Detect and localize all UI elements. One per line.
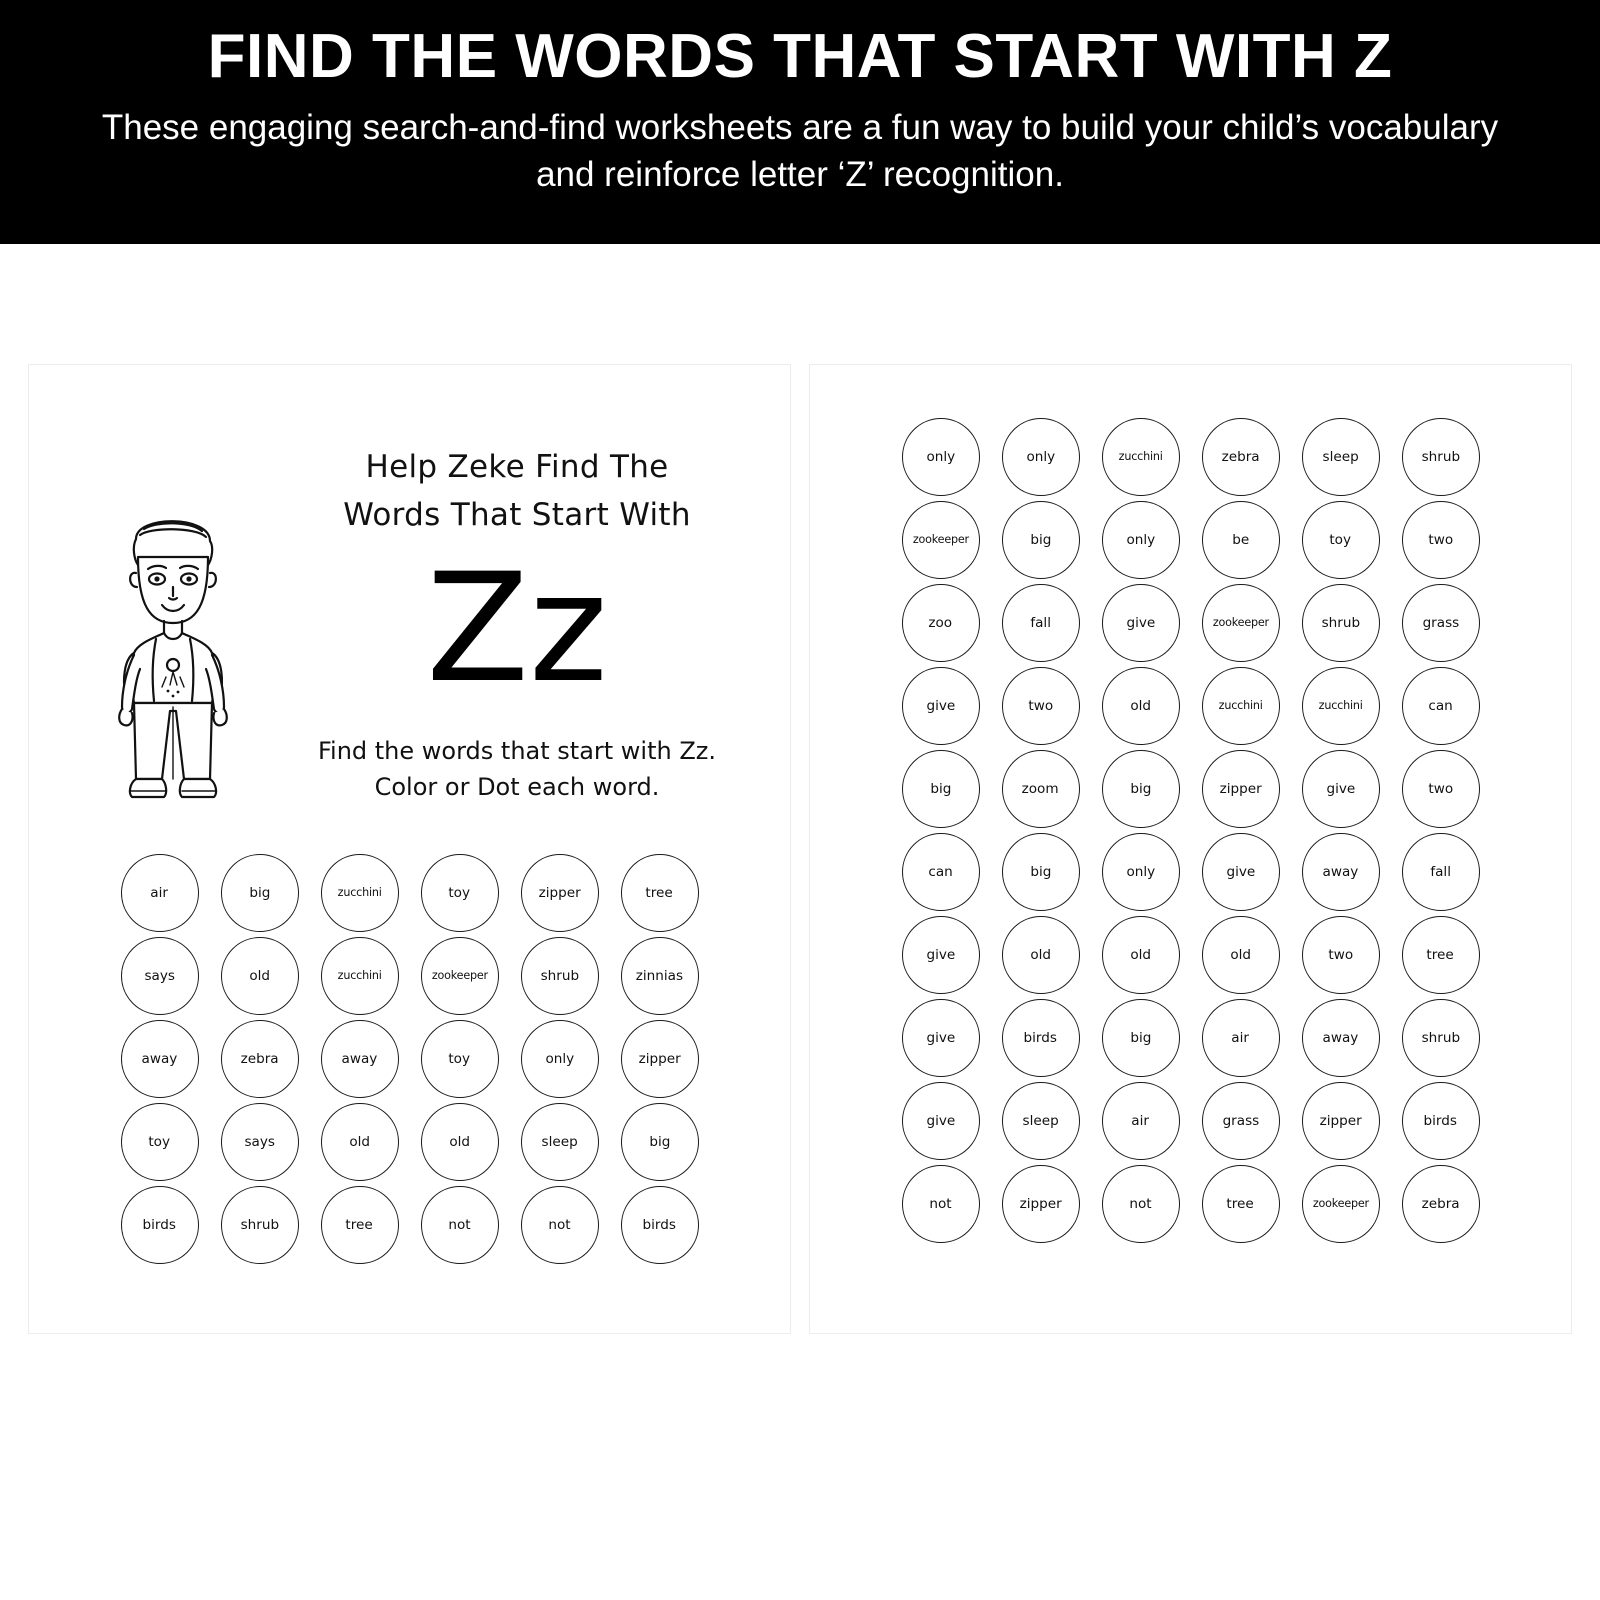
word-bubble-label: tree bbox=[645, 884, 674, 901]
word-bubble-label: only bbox=[926, 448, 955, 465]
word-bubble-cell bbox=[1091, 913, 1191, 996]
word-bubble-label: toy bbox=[1329, 531, 1352, 548]
word-bubble[interactable] bbox=[1302, 916, 1380, 994]
word-bubble-grid-left bbox=[65, 851, 754, 1266]
word-bubble[interactable] bbox=[221, 1103, 299, 1181]
word-bubble-label: old bbox=[349, 1133, 370, 1150]
word-bubble[interactable] bbox=[1102, 501, 1180, 579]
word-bubble-label: shrub bbox=[540, 967, 579, 984]
word-bubble-cell bbox=[210, 1017, 310, 1100]
word-bubble[interactable] bbox=[321, 1020, 399, 1098]
word-bubble-label: old bbox=[249, 967, 270, 984]
word-bubble[interactable] bbox=[1102, 584, 1180, 662]
word-bubble-label: old bbox=[449, 1133, 470, 1150]
word-bubble-cell bbox=[610, 851, 710, 934]
word-bubble[interactable] bbox=[221, 854, 299, 932]
word-bubble-cell bbox=[1391, 664, 1491, 747]
word-bubble[interactable] bbox=[1402, 1165, 1480, 1243]
word-bubble-label: toy bbox=[148, 1133, 171, 1150]
word-bubble-cell bbox=[1191, 996, 1291, 1079]
prompt-line-2: Words That Start With bbox=[343, 497, 691, 534]
word-bubble[interactable] bbox=[421, 1186, 499, 1264]
word-bubble-cell bbox=[1191, 1079, 1291, 1162]
word-bubble[interactable] bbox=[1202, 999, 1280, 1077]
word-bubble-cell bbox=[1291, 830, 1391, 913]
word-bubble-label: give bbox=[926, 697, 955, 714]
word-bubble[interactable] bbox=[1402, 750, 1480, 828]
word-bubble-label: big bbox=[1129, 780, 1152, 797]
word-bubble-cell bbox=[991, 1079, 1091, 1162]
word-bubble[interactable] bbox=[521, 1103, 599, 1181]
word-bubble[interactable] bbox=[1202, 418, 1280, 496]
word-bubble-grid-right bbox=[840, 415, 1541, 1245]
letter-display: Zz bbox=[426, 542, 608, 717]
worksheets-container bbox=[0, 244, 1600, 1334]
word-bubble-label: zebra bbox=[240, 1050, 279, 1067]
word-bubble-cell bbox=[510, 851, 610, 934]
word-bubble[interactable] bbox=[121, 1186, 199, 1264]
word-bubble-label: grass bbox=[1222, 1112, 1259, 1129]
word-bubble-cell bbox=[1391, 581, 1491, 664]
word-bubble-label: fall bbox=[1430, 863, 1451, 880]
word-bubble-label: big bbox=[929, 780, 952, 797]
word-bubble-label: zookeeper bbox=[912, 531, 969, 546]
word-bubble-label: big bbox=[248, 884, 271, 901]
word-bubble-cell bbox=[1291, 747, 1391, 830]
word-bubble[interactable] bbox=[902, 1165, 980, 1243]
word-bubble[interactable] bbox=[1102, 750, 1180, 828]
word-bubble[interactable] bbox=[1302, 1165, 1380, 1243]
word-bubble[interactable] bbox=[521, 1186, 599, 1264]
word-bubble[interactable] bbox=[121, 854, 199, 932]
word-bubble-cell bbox=[610, 1183, 710, 1266]
word-bubble-cell bbox=[1291, 913, 1391, 996]
word-bubble[interactable] bbox=[1002, 667, 1080, 745]
word-bubble-cell bbox=[510, 1183, 610, 1266]
word-bubble-cell bbox=[410, 934, 510, 1017]
word-bubble-label: zucchini bbox=[337, 967, 382, 982]
worksheet-left-header bbox=[65, 405, 754, 825]
word-bubble-cell bbox=[1291, 498, 1391, 581]
word-bubble[interactable] bbox=[1402, 667, 1480, 745]
word-bubble-label: away bbox=[1322, 863, 1359, 880]
word-bubble-label: only bbox=[545, 1050, 574, 1067]
word-bubble-cell bbox=[310, 1017, 410, 1100]
word-bubble-label: says bbox=[144, 967, 175, 984]
word-bubble-cell bbox=[310, 851, 410, 934]
word-bubble-label: shrub bbox=[1421, 1029, 1460, 1046]
word-bubble-cell bbox=[1191, 415, 1291, 498]
word-bubble-label: toy bbox=[448, 1050, 471, 1067]
word-bubble-label: birds bbox=[1023, 1029, 1058, 1046]
word-bubble-label: zipper bbox=[1219, 780, 1262, 797]
word-bubble-label: zipper bbox=[538, 884, 581, 901]
word-bubble-label: not bbox=[548, 1216, 571, 1233]
word-bubble-cell bbox=[1191, 664, 1291, 747]
word-bubble-label: two bbox=[1028, 697, 1053, 714]
word-bubble-cell bbox=[991, 830, 1091, 913]
word-bubble-cell bbox=[110, 1017, 210, 1100]
word-bubble-cell bbox=[1291, 1162, 1391, 1245]
word-bubble[interactable] bbox=[1302, 999, 1380, 1077]
word-bubble-label: two bbox=[1428, 780, 1453, 797]
word-bubble-cell bbox=[991, 996, 1091, 1079]
word-bubble-cell bbox=[310, 934, 410, 1017]
word-bubble-cell bbox=[1191, 830, 1291, 913]
word-bubble-label: says bbox=[244, 1133, 275, 1150]
word-bubble-cell bbox=[1091, 1162, 1191, 1245]
word-bubble[interactable] bbox=[121, 1020, 199, 1098]
word-bubble[interactable] bbox=[1102, 1165, 1180, 1243]
header-banner bbox=[0, 0, 1600, 244]
word-bubble[interactable] bbox=[521, 937, 599, 1015]
word-bubble-label: only bbox=[1126, 531, 1155, 548]
word-bubble[interactable] bbox=[1002, 999, 1080, 1077]
word-bubble-cell bbox=[1091, 498, 1191, 581]
word-bubble[interactable] bbox=[1002, 418, 1080, 496]
word-bubble[interactable] bbox=[1402, 501, 1480, 579]
word-bubble[interactable] bbox=[621, 1186, 699, 1264]
word-bubble-cell bbox=[991, 415, 1091, 498]
word-bubble[interactable] bbox=[902, 999, 980, 1077]
word-bubble[interactable] bbox=[1102, 916, 1180, 994]
word-bubble-label: be bbox=[1232, 531, 1249, 548]
word-bubble-cell bbox=[1291, 664, 1391, 747]
word-bubble-label: big bbox=[1129, 1029, 1152, 1046]
word-bubble[interactable] bbox=[421, 854, 499, 932]
word-bubble[interactable] bbox=[902, 1082, 980, 1160]
word-bubble-label: zipper bbox=[1319, 1112, 1362, 1129]
word-bubble-label: zookeeper bbox=[431, 967, 488, 982]
word-bubble[interactable] bbox=[521, 1020, 599, 1098]
word-bubble-cell bbox=[1091, 664, 1191, 747]
word-bubble-label: give bbox=[1126, 614, 1155, 631]
word-bubble[interactable] bbox=[321, 937, 399, 1015]
word-bubble-label: old bbox=[1230, 946, 1251, 963]
word-bubble-label: can bbox=[928, 863, 953, 880]
word-bubble-label: give bbox=[1226, 863, 1255, 880]
word-bubble[interactable] bbox=[902, 916, 980, 994]
word-bubble[interactable] bbox=[121, 1103, 199, 1181]
word-bubble-cell bbox=[891, 747, 991, 830]
word-bubble-label: zucchini bbox=[1218, 697, 1263, 712]
word-bubble-cell bbox=[991, 1162, 1091, 1245]
word-bubble-cell bbox=[891, 1079, 991, 1162]
word-bubble-cell bbox=[510, 934, 610, 1017]
word-bubble-label: old bbox=[1030, 946, 1051, 963]
word-bubble-cell bbox=[1391, 830, 1491, 913]
word-bubble-label: tree bbox=[345, 1216, 374, 1233]
word-bubble-cell bbox=[1291, 581, 1391, 664]
word-bubble-cell bbox=[891, 830, 991, 913]
instruction-line-2: Color or Dot each word. bbox=[374, 772, 660, 801]
word-bubble[interactable] bbox=[321, 1186, 399, 1264]
word-bubble-label: zipper bbox=[638, 1050, 681, 1067]
word-bubble[interactable] bbox=[1002, 1082, 1080, 1160]
word-bubble-cell bbox=[1391, 747, 1491, 830]
word-bubble[interactable] bbox=[1002, 750, 1080, 828]
word-bubble[interactable] bbox=[121, 937, 199, 1015]
word-bubble[interactable] bbox=[221, 937, 299, 1015]
word-bubble-cell bbox=[110, 851, 210, 934]
word-bubble-label: toy bbox=[448, 884, 471, 901]
word-bubble-label: zucchini bbox=[1118, 448, 1163, 463]
word-bubble-label: zookeeper bbox=[1212, 614, 1269, 629]
word-bubble[interactable] bbox=[421, 1103, 499, 1181]
word-bubble[interactable] bbox=[1302, 584, 1380, 662]
word-bubble[interactable] bbox=[1102, 1082, 1180, 1160]
word-bubble-cell bbox=[410, 851, 510, 934]
word-bubble-cell bbox=[1391, 498, 1491, 581]
word-bubble-label: big bbox=[1029, 863, 1052, 880]
worksheet-left bbox=[28, 364, 791, 1334]
page-title: FIND THE WORDS THAT START WITH Z bbox=[207, 22, 1393, 91]
word-bubble-label: big bbox=[648, 1133, 671, 1150]
word-bubble-label: zookeeper bbox=[1312, 1195, 1369, 1210]
word-bubble-label: not bbox=[929, 1195, 952, 1212]
word-bubble[interactable] bbox=[1302, 833, 1380, 911]
word-bubble-cell bbox=[1391, 1162, 1491, 1245]
word-bubble[interactable] bbox=[1202, 916, 1280, 994]
word-bubble[interactable] bbox=[521, 854, 599, 932]
word-bubble-label: birds bbox=[142, 1216, 177, 1233]
word-bubble-cell bbox=[891, 581, 991, 664]
word-bubble-cell bbox=[891, 913, 991, 996]
word-bubble[interactable] bbox=[1202, 501, 1280, 579]
word-bubble[interactable] bbox=[621, 1103, 699, 1181]
word-bubble-cell bbox=[1091, 996, 1191, 1079]
word-bubble-cell bbox=[991, 664, 1091, 747]
word-bubble-cell bbox=[891, 415, 991, 498]
word-bubble[interactable] bbox=[1302, 667, 1380, 745]
word-bubble-cell bbox=[610, 1100, 710, 1183]
word-bubble-cell bbox=[1191, 913, 1291, 996]
word-bubble-cell bbox=[210, 851, 310, 934]
word-bubble-label: zipper bbox=[1019, 1195, 1062, 1212]
word-bubble-cell bbox=[991, 747, 1091, 830]
word-bubble[interactable] bbox=[1402, 916, 1480, 994]
word-bubble[interactable] bbox=[1202, 667, 1280, 745]
word-bubble-cell bbox=[210, 1100, 310, 1183]
instruction-line-1: Find the words that start with Zz. bbox=[317, 736, 717, 765]
word-bubble[interactable] bbox=[1002, 584, 1080, 662]
word-bubble[interactable] bbox=[1402, 1082, 1480, 1160]
word-bubble-cell bbox=[1091, 415, 1191, 498]
word-bubble-label: zinnias bbox=[635, 967, 684, 984]
word-bubble-label: air bbox=[150, 884, 169, 901]
word-bubble[interactable] bbox=[1202, 1165, 1280, 1243]
word-bubble-cell bbox=[1291, 1079, 1391, 1162]
word-bubble-cell bbox=[1391, 913, 1491, 996]
word-bubble[interactable] bbox=[902, 750, 980, 828]
word-bubble-label: grass bbox=[1422, 614, 1459, 631]
word-bubble[interactable] bbox=[621, 854, 699, 932]
word-bubble[interactable] bbox=[1402, 999, 1480, 1077]
word-bubble[interactable] bbox=[1002, 1165, 1080, 1243]
word-bubble-label: give bbox=[926, 1112, 955, 1129]
word-bubble-cell bbox=[1191, 581, 1291, 664]
word-bubble-label: zoom bbox=[1022, 780, 1059, 797]
word-bubble[interactable] bbox=[321, 854, 399, 932]
prompt-line-1: Help Zeke Find The bbox=[365, 449, 669, 485]
word-bubble[interactable] bbox=[1402, 833, 1480, 911]
word-bubble-label: fall bbox=[1030, 614, 1051, 631]
word-bubble[interactable] bbox=[621, 937, 699, 1015]
word-bubble-label: birds bbox=[1423, 1112, 1458, 1129]
word-bubble[interactable] bbox=[1002, 916, 1080, 994]
worksheet-left-heading bbox=[280, 405, 754, 825]
word-bubble-cell bbox=[1191, 747, 1291, 830]
word-bubble-cell bbox=[1091, 747, 1191, 830]
word-bubble[interactable] bbox=[902, 584, 980, 662]
word-bubble-label: two bbox=[1328, 946, 1353, 963]
word-bubble[interactable] bbox=[1102, 999, 1180, 1077]
word-bubble[interactable] bbox=[1002, 833, 1080, 911]
word-bubble-cell bbox=[891, 996, 991, 1079]
word-bubble-label: tree bbox=[1226, 1195, 1255, 1212]
word-bubble-label: zucchini bbox=[337, 884, 382, 899]
page-subtitle: These engaging search-and-find worksheets are a fun way to build your child’s vocabulary and reinforce letter ‘Z’ recognition. bbox=[101, 108, 1499, 194]
word-bubble-cell bbox=[1391, 415, 1491, 498]
word-bubble-cell bbox=[991, 581, 1091, 664]
word-bubble-cell bbox=[1191, 498, 1291, 581]
word-bubble-label: shrub bbox=[240, 1216, 279, 1233]
word-bubble-label: only bbox=[1126, 863, 1155, 880]
word-bubble[interactable] bbox=[421, 1020, 499, 1098]
word-bubble[interactable] bbox=[1302, 501, 1380, 579]
word-bubble-label: away bbox=[141, 1050, 178, 1067]
word-bubble-cell bbox=[1091, 1079, 1191, 1162]
word-bubble[interactable] bbox=[1202, 584, 1280, 662]
word-bubble[interactable] bbox=[902, 667, 980, 745]
word-bubble-cell bbox=[610, 934, 710, 1017]
word-bubble-label: give bbox=[926, 1029, 955, 1046]
word-bubble-cell bbox=[991, 498, 1091, 581]
word-bubble-label: only bbox=[1026, 448, 1055, 465]
word-bubble-cell bbox=[1191, 1162, 1291, 1245]
word-bubble[interactable] bbox=[1102, 667, 1180, 745]
word-bubble-cell bbox=[210, 934, 310, 1017]
word-bubble-label: shrub bbox=[1421, 448, 1460, 465]
word-bubble[interactable] bbox=[902, 501, 980, 579]
word-bubble-label: air bbox=[1131, 1112, 1150, 1129]
word-bubble[interactable] bbox=[1302, 750, 1380, 828]
word-bubble-label: give bbox=[1326, 780, 1355, 797]
word-bubble-label: sleep bbox=[1022, 1112, 1059, 1129]
worksheet-right bbox=[809, 364, 1572, 1334]
word-bubble-label: big bbox=[1029, 531, 1052, 548]
word-bubble-cell bbox=[891, 664, 991, 747]
word-bubble-cell bbox=[410, 1183, 510, 1266]
mascot-boy-icon bbox=[65, 405, 280, 825]
word-bubble-cell bbox=[1091, 581, 1191, 664]
word-bubble-label: two bbox=[1428, 531, 1453, 548]
word-bubble[interactable] bbox=[1102, 418, 1180, 496]
word-bubble-label: zebra bbox=[1221, 448, 1260, 465]
word-bubble-cell bbox=[1291, 415, 1391, 498]
word-bubble-cell bbox=[1091, 830, 1191, 913]
word-bubble-label: sleep bbox=[1322, 448, 1359, 465]
word-bubble[interactable] bbox=[1202, 750, 1280, 828]
word-bubble[interactable] bbox=[321, 1103, 399, 1181]
word-bubble-cell bbox=[991, 913, 1091, 996]
word-bubble-label: can bbox=[1428, 697, 1453, 714]
word-bubble-label: away bbox=[1322, 1029, 1359, 1046]
word-bubble[interactable] bbox=[1202, 833, 1280, 911]
word-bubble[interactable] bbox=[1302, 418, 1380, 496]
word-bubble-cell bbox=[1291, 996, 1391, 1079]
word-bubble[interactable] bbox=[1302, 1082, 1380, 1160]
word-bubble[interactable] bbox=[221, 1020, 299, 1098]
word-bubble-label: away bbox=[341, 1050, 378, 1067]
word-bubble-label: zebra bbox=[1421, 1195, 1460, 1212]
word-bubble-label: old bbox=[1130, 946, 1151, 963]
word-bubble-cell bbox=[210, 1183, 310, 1266]
word-bubble[interactable] bbox=[221, 1186, 299, 1264]
word-bubble-label: birds bbox=[642, 1216, 677, 1233]
word-bubble[interactable] bbox=[1402, 418, 1480, 496]
word-bubble-label: zoo bbox=[928, 614, 953, 631]
word-bubble[interactable] bbox=[621, 1020, 699, 1098]
word-bubble-cell bbox=[410, 1017, 510, 1100]
word-bubble[interactable] bbox=[421, 937, 499, 1015]
word-bubble-cell bbox=[310, 1100, 410, 1183]
word-bubble[interactable] bbox=[1202, 1082, 1280, 1160]
word-bubble-cell bbox=[310, 1183, 410, 1266]
word-bubble-cell bbox=[510, 1100, 610, 1183]
word-bubble-label: shrub bbox=[1321, 614, 1360, 631]
word-bubble-label: air bbox=[1231, 1029, 1250, 1046]
word-bubble-label: zucchini bbox=[1318, 697, 1363, 712]
word-bubble-cell bbox=[1391, 996, 1491, 1079]
word-bubble[interactable] bbox=[902, 418, 980, 496]
word-bubble-cell bbox=[1391, 1079, 1491, 1162]
word-bubble-label: give bbox=[926, 946, 955, 963]
word-bubble-cell bbox=[410, 1100, 510, 1183]
word-bubble-cell bbox=[110, 934, 210, 1017]
word-bubble-cell bbox=[510, 1017, 610, 1100]
word-bubble[interactable] bbox=[1002, 501, 1080, 579]
word-bubble-label: old bbox=[1130, 697, 1151, 714]
word-bubble-label: not bbox=[448, 1216, 471, 1233]
word-bubble[interactable] bbox=[1102, 833, 1180, 911]
word-bubble-cell bbox=[891, 498, 991, 581]
word-bubble[interactable] bbox=[1402, 584, 1480, 662]
word-bubble-label: not bbox=[1129, 1195, 1152, 1212]
word-bubble-cell bbox=[110, 1100, 210, 1183]
word-bubble-label: tree bbox=[1426, 946, 1455, 963]
word-bubble[interactable] bbox=[902, 833, 980, 911]
word-bubble-cell bbox=[110, 1183, 210, 1266]
word-bubble-cell bbox=[610, 1017, 710, 1100]
word-bubble-label: sleep bbox=[541, 1133, 578, 1150]
word-bubble-cell bbox=[891, 1162, 991, 1245]
